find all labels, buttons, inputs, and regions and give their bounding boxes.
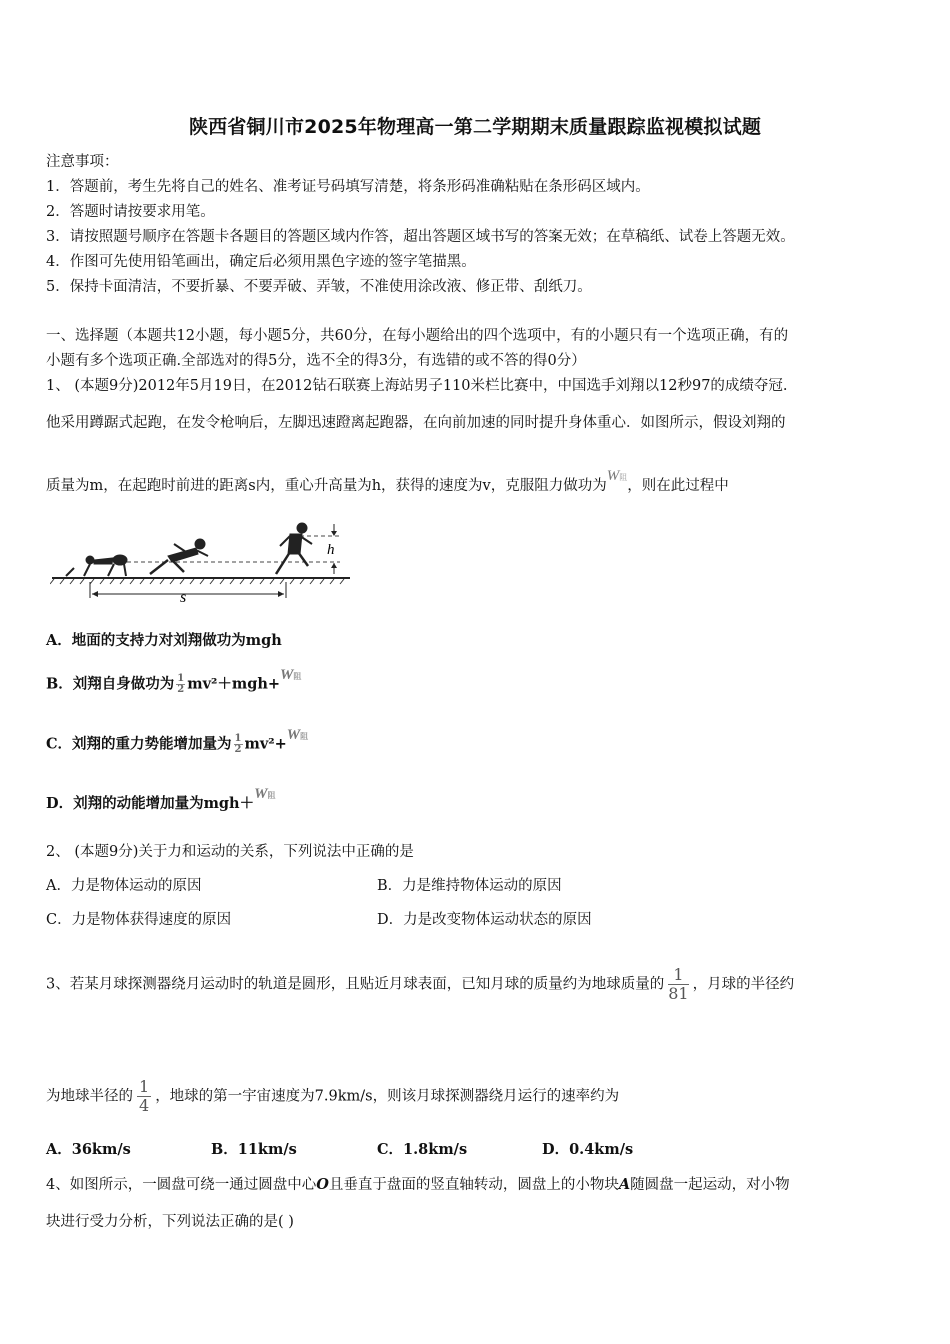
q3-stem-line2 bbox=[46, 1078, 619, 1115]
w-symbol: W bbox=[254, 786, 268, 802]
w-symbol: W bbox=[286, 726, 301, 743]
q1-option-b-suffix: mv²＋mgh+ bbox=[187, 675, 281, 693]
frac-num: 1 bbox=[177, 673, 185, 684]
frac-den: 2 bbox=[234, 744, 242, 755]
q2-option-b: B．力是维持物体运动的原因 bbox=[377, 878, 562, 894]
q3-stem-line2-b: ，地球的第一宇宙速度为7.9km/s，则该月球探测器绕月运行的速率约为 bbox=[155, 1088, 620, 1105]
w-resistance-symbol bbox=[254, 784, 275, 806]
frac-num: 1 bbox=[139, 1077, 150, 1096]
fraction-1-4 bbox=[137, 1078, 151, 1115]
sprinter-start-figure bbox=[50, 522, 352, 604]
w-symbol: W bbox=[280, 666, 294, 683]
q4-stem-line2: 块进行受力分析，下列说法正确的是( ) bbox=[46, 1214, 294, 1230]
half-fraction bbox=[176, 674, 185, 695]
q3-stem-line1-a: 3、若某月球探测器绕月运动时的轨道是圆形，且贴近月球表面，已知月球的质量约为地球质量的 bbox=[46, 976, 665, 993]
runner-upright bbox=[276, 523, 312, 574]
notice-item: 4．作图可先使用铅笔画出，确定后必须用黑色字迹的签字笔描黑。 bbox=[46, 254, 476, 270]
q3-option-a: A．36km/s bbox=[46, 1141, 131, 1158]
q1-stem-line1: 1、 (本题9分)2012年5月19日，在2012钻石联赛上海站男子110米栏比赛中，中国选手刘翔以12秒97的成绩夺冠. bbox=[46, 378, 788, 394]
q1-option-c bbox=[46, 726, 309, 757]
page-title: 陕西省铜川市2025年物理高一第二学期期末质量跟踪监视模拟试题 bbox=[188, 116, 762, 138]
w-resistance-symbol bbox=[280, 665, 301, 687]
w-subscript: 阻 bbox=[300, 731, 309, 741]
q4-stem-line1-a: 4、如图所示，一圆盘可绕一通过圆盘中心 bbox=[46, 1177, 317, 1193]
symbol-a: A bbox=[618, 1176, 631, 1193]
notice-item: 5．保持卡面清洁，不要折暴、不要弄破、弄皱，不准使用涂改液、修正带、刮纸刀。 bbox=[46, 279, 592, 295]
q2-option-c: C．力是物体获得速度的原因 bbox=[46, 912, 232, 928]
w-subscript: 阻 bbox=[293, 671, 302, 681]
q2-stem: 2、 (本题9分)关于力和运动的关系，下列说法中正确的是 bbox=[46, 844, 414, 860]
q3-option-d: D．0.4km/s bbox=[542, 1141, 634, 1158]
frac-den: 2 bbox=[177, 684, 185, 695]
q1-option-c-suffix: mv²+ bbox=[244, 735, 287, 753]
label-s: s bbox=[180, 589, 187, 604]
symbol-o: O bbox=[316, 1176, 329, 1193]
fraction-1-81 bbox=[668, 966, 688, 1003]
notice-item: 3．请按照题号顺序在答题卡各题目的答题区域内作答，超出答题区域书写的答案无效；在草稿纸、试卷上答题无效。 bbox=[46, 229, 795, 245]
frac-den: 4 bbox=[139, 1096, 150, 1115]
q3-stem-line2-a: 为地球半径的 bbox=[46, 1088, 133, 1105]
notice-item: 1．答题前，考生先将自己的姓名、准考证号码填写清楚，将条形码准确粘贴在条形码区域内。 bbox=[46, 179, 650, 195]
q2-option-d: D．力是改变物体运动状态的原因 bbox=[377, 912, 592, 928]
w-resistance-symbol bbox=[607, 466, 628, 488]
q1-option-c-prefix: C．刘翔的重力势能增加量为 bbox=[46, 735, 232, 753]
runner-rising bbox=[150, 539, 208, 574]
q1-option-b-prefix: B．刘翔自身做功为 bbox=[46, 675, 175, 693]
runner-crouched bbox=[66, 555, 127, 576]
section-instructions-line1: 一、选择题（本题共12小题，每小题5分，共60分，在每小题给出的四个选项中，有的小题只有一个选项正确，有的 bbox=[46, 328, 789, 344]
q1-stem-line2: 他采用蹲踞式起跑，在发令枪响后，左脚迅速蹬离起跑器，在向前加速的同时提升身体重心．如图所示，假设刘翔的 bbox=[46, 415, 786, 431]
q4-stem-line1-c: 随圆盘一起运动，对小物 bbox=[630, 1177, 790, 1193]
w-subscript: 阻 bbox=[619, 473, 628, 482]
q2-option-a: A．力是物体运动的原因 bbox=[46, 878, 202, 894]
w-symbol: W bbox=[606, 468, 620, 484]
q1-stem-line3 bbox=[46, 468, 729, 498]
notice-heading: 注意事项： bbox=[46, 154, 119, 170]
section-instructions-line2: 小题有多个选项正确.全部选对的得5分，选不全的得3分，有选错的或不答的得0分） bbox=[46, 353, 586, 369]
half-fraction bbox=[234, 734, 243, 755]
frac-num: 1 bbox=[668, 966, 688, 985]
q1-option-b bbox=[46, 666, 302, 697]
q4-stem-line1 bbox=[46, 1175, 790, 1195]
w-resistance-symbol bbox=[287, 725, 308, 747]
q1-option-a: A．地面的支持力对刘翔做功为mgh bbox=[46, 632, 282, 649]
q3-option-c: C．1.8km/s bbox=[377, 1141, 468, 1158]
q4-stem-line1-b: 且垂直于盘面的竖直轴转动，圆盘上的小物块 bbox=[328, 1177, 619, 1193]
notice-item: 2．答题时请按要求用笔。 bbox=[46, 204, 215, 220]
q3-stem-line1-b: ，月球的半径约 bbox=[692, 976, 795, 993]
w-subscript: 阻 bbox=[267, 791, 276, 800]
label-h: h bbox=[327, 542, 335, 558]
q3-option-b: B．11km/s bbox=[211, 1141, 297, 1158]
q3-stem-line1 bbox=[46, 966, 794, 1003]
q1-stem-line3-a: 质量为m，在起跑时前进的距离s内，重心升高量为h，获得的速度为v，克服阻力做功为 bbox=[46, 478, 607, 494]
frac-den: 81 bbox=[668, 984, 689, 1003]
q1-option-d bbox=[46, 786, 276, 816]
frac-num: 1 bbox=[234, 733, 242, 744]
q1-option-d-prefix: D．刘翔的动能增加量为mgh＋ bbox=[46, 795, 255, 812]
q1-stem-line3-b: ，则在此过程中 bbox=[627, 478, 729, 494]
